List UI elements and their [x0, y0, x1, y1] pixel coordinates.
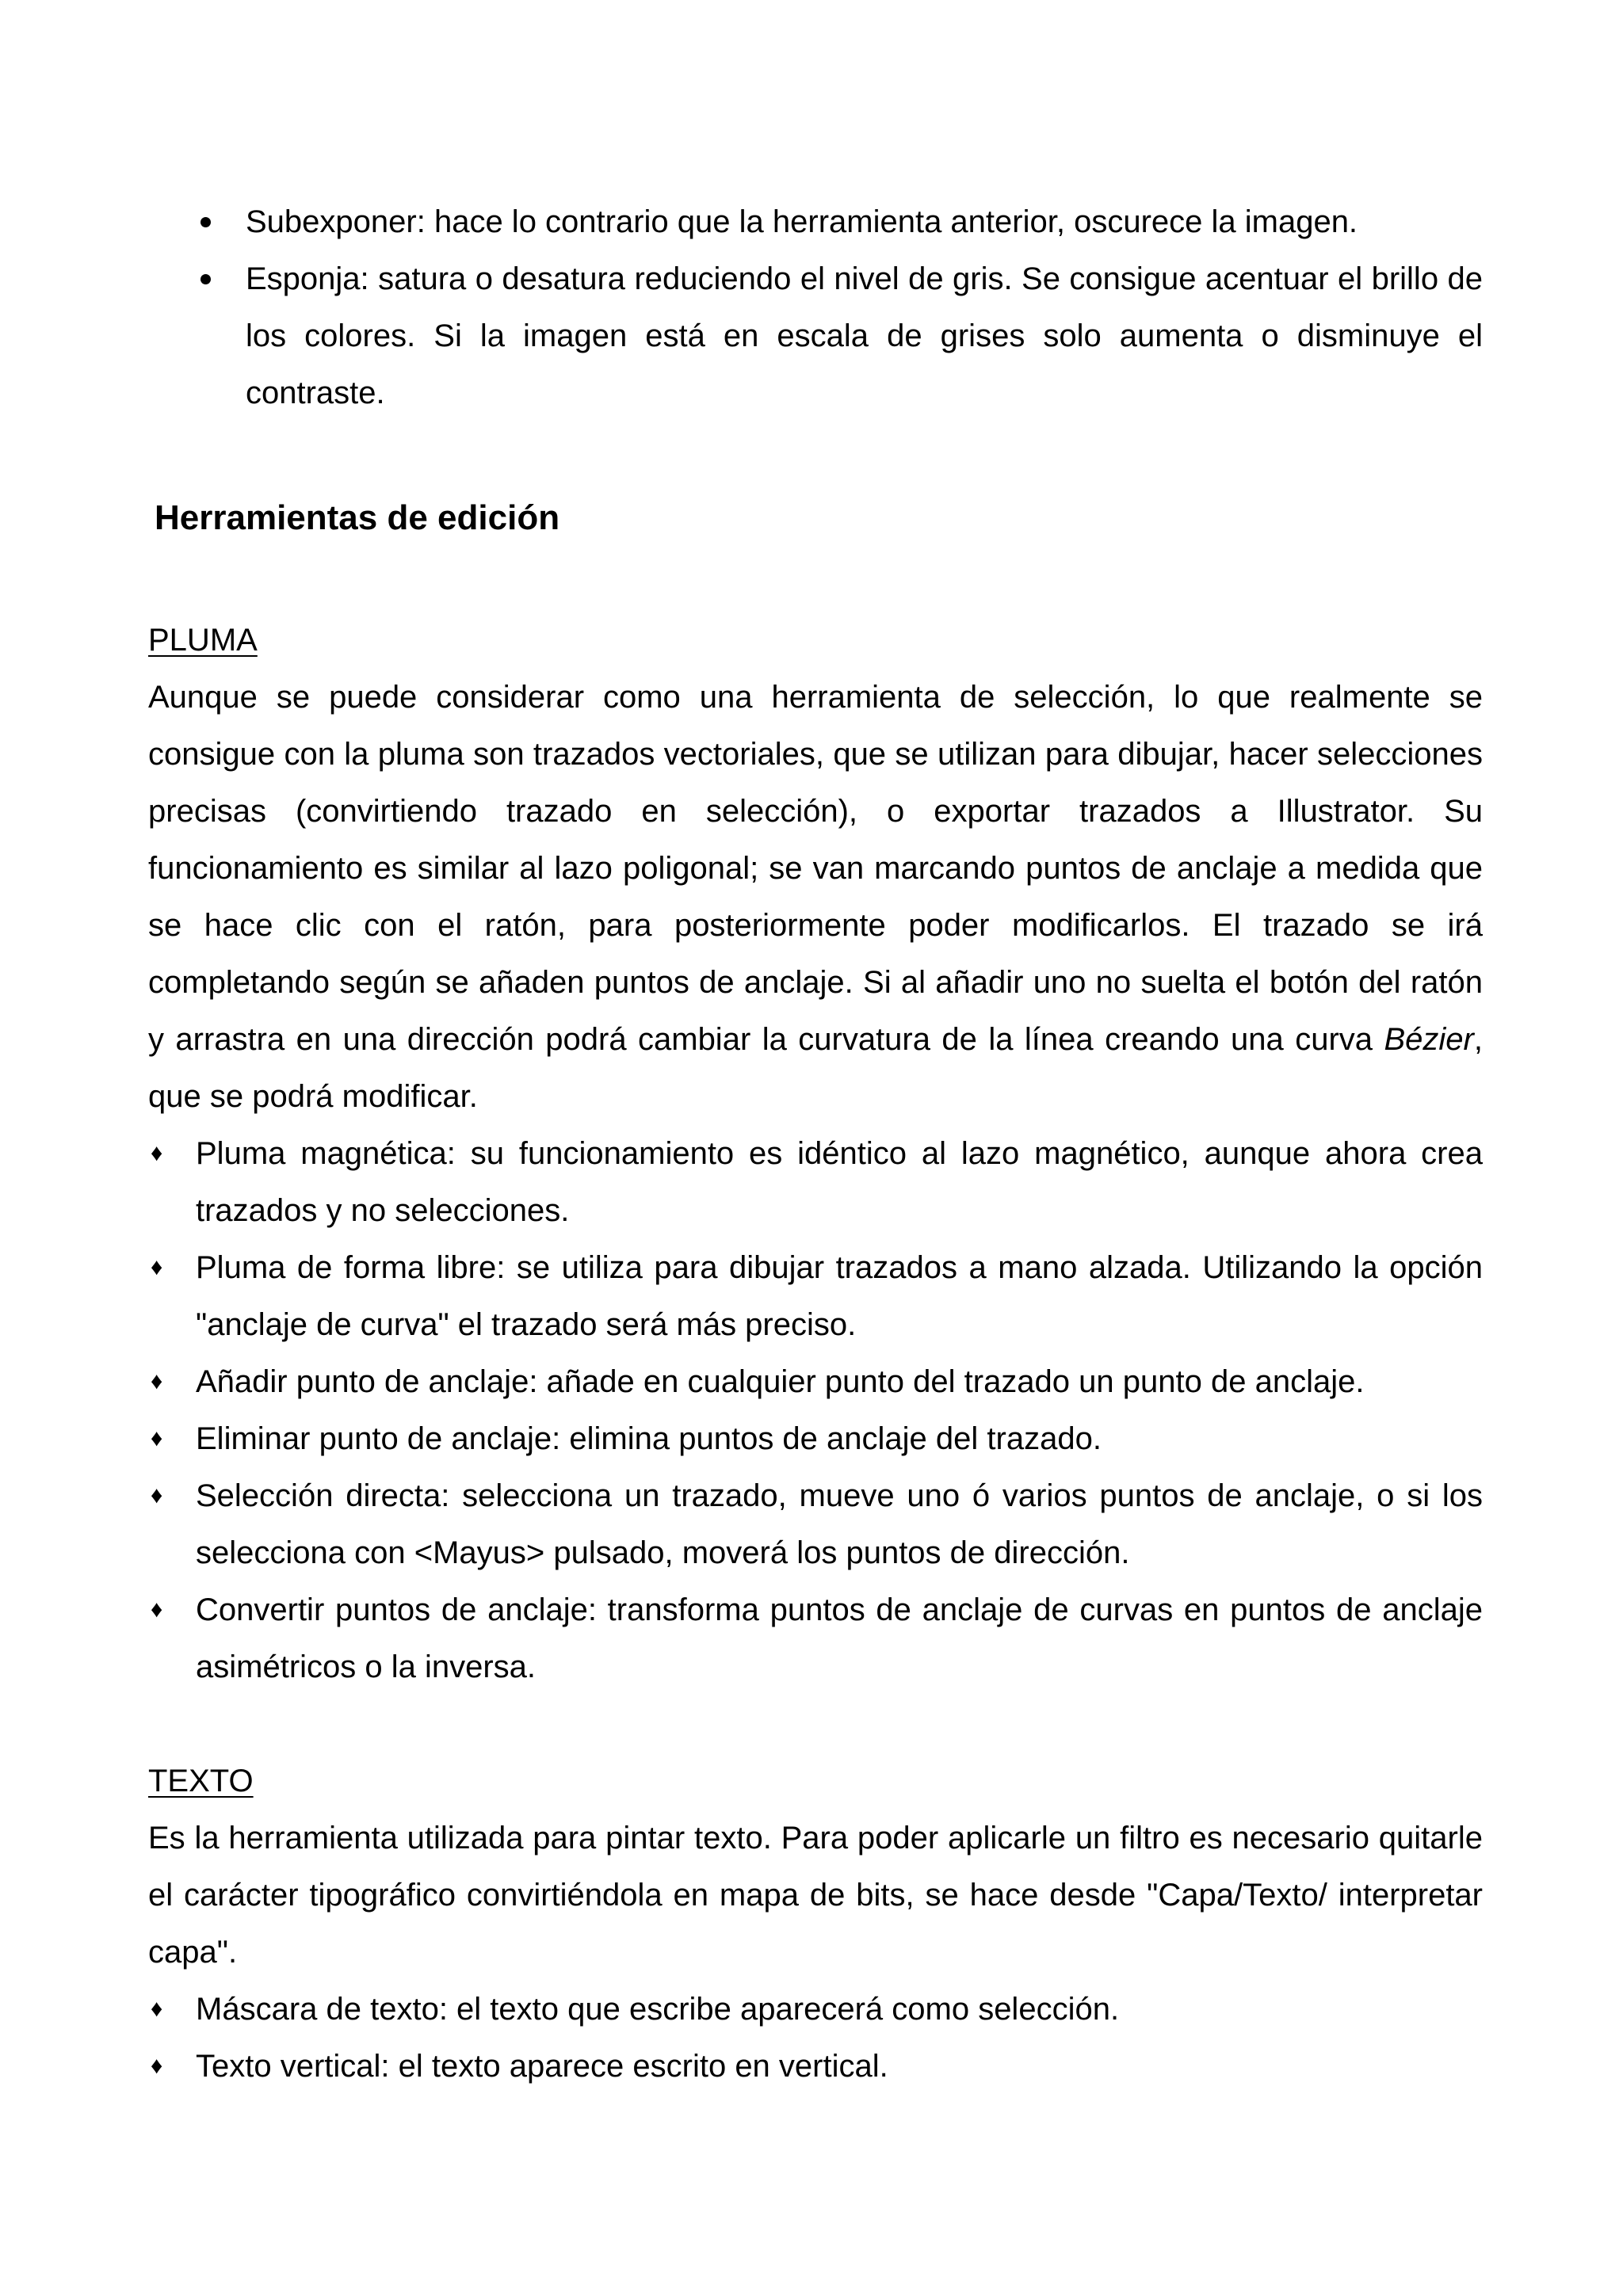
list-item-text: Pluma de forma libre: se utiliza para dibujar trazados a mano alzada. Utilizando la opción "anclaje de curva" el trazado será más preciso.: [196, 1250, 1483, 1342]
texto-paragraph: Es la herramienta utilizada para pintar texto. Para poder aplicarle un filtro es necesario quitarle el carácter tipográfico convirtiéndola en mapa de bits, se hace desde "Capa/Texto/ interpretar capa".: [148, 1821, 1483, 1970]
list-item: [148, 2038, 1483, 2095]
pluma-bullet-list: [148, 1125, 1483, 1695]
bullet-dot-icon: [200, 274, 211, 284]
bullet-dot-icon: [200, 217, 211, 227]
list-item: [148, 1410, 1483, 1467]
diamond-bullet-icon: ♦: [151, 1482, 163, 1508]
list-item-text: Añadir punto de anclaje: añade en cualquier punto del trazado un punto de anclaje.: [196, 1364, 1365, 1399]
list-item-text: Subexponer: hace lo contrario que la herramienta anterior, oscurece la imagen.: [246, 204, 1358, 239]
list-item-text: Texto vertical: el texto aparece escrito en vertical.: [196, 2049, 888, 2084]
list-item: [148, 1125, 1483, 1239]
list-item: [200, 193, 1483, 250]
list-item: [148, 1581, 1483, 1695]
list-item: [200, 250, 1483, 421]
section-title: Herramientas de edición: [155, 498, 560, 537]
list-item-text: Esponja: satura o desatura reduciendo el nivel de gris. Se consigue acentuar el brillo de los colores. Si la imagen está en escala de grises solo aumenta o disminuye el contraste.: [246, 261, 1483, 410]
list-item: [148, 1981, 1483, 2038]
pluma-heading: PLUMA: [148, 623, 258, 658]
list-item: [148, 1353, 1483, 1410]
diamond-bullet-icon: ♦: [151, 1996, 163, 2022]
list-item-text: Convertir puntos de anclaje: transforma puntos de anclaje de curvas en puntos de anclaje asimétricos o la inversa.: [196, 1592, 1483, 1684]
diamond-bullet-icon: ♦: [151, 1368, 163, 1394]
list-item-text: Máscara de texto: el texto que escribe aparecerá como selección.: [196, 1992, 1120, 2027]
pluma-paragraph: [148, 669, 1483, 1125]
list-item-text: Eliminar punto de anclaje: elimina puntos de anclaje del trazado.: [196, 1421, 1102, 1456]
pluma-paragraph-end: , que se podrá modificar.: [148, 1022, 1483, 1114]
top-bullet-list: [200, 193, 1483, 421]
list-item-text: Pluma magnética: su funcionamiento es idéntico al lazo magnético, aunque ahora crea trazados y no selecciones.: [196, 1136, 1483, 1228]
diamond-bullet-icon: ♦: [151, 2053, 163, 2079]
pluma-paragraph-main: Aunque se puede considerar como una herramienta de selección, lo que realmente se consigue con la pluma son trazados vectoriales, que se utilizan para dibujar, hacer selecciones precisas (convirtiendo trazado en selección), o exportar trazados a Illustrator. Su funcionamiento es similar al lazo poligonal; se van marcando puntos de anclaje a medida que se hace clic con el ratón, para posteriormente poder modificarlos. El trazado se irá completando según se añaden puntos de anclaje. Si al añadir uno no suelta el botón del ratón y arrastra en una dirección podrá cambiar la curvatura de la línea creando una curva: [148, 680, 1483, 1057]
list-item: [148, 1467, 1483, 1581]
texto-bullet-list: [148, 1981, 1483, 2095]
texto-heading: TEXTO: [148, 1764, 254, 1798]
diamond-bullet-icon: ♦: [151, 1596, 163, 1623]
diamond-bullet-icon: ♦: [151, 1140, 163, 1166]
diamond-bullet-icon: ♦: [151, 1425, 163, 1451]
list-item-text: Selección directa: selecciona un trazado, mueve uno ó varios puntos de anclaje, o si los selecciona con <Mayus> pulsado, moverá los puntos de dirección.: [196, 1478, 1483, 1570]
pluma-paragraph-italic: Bézier: [1384, 1022, 1474, 1057]
diamond-bullet-icon: ♦: [151, 1254, 163, 1280]
page-content: [148, 193, 1483, 2095]
list-item: [148, 1239, 1483, 1353]
